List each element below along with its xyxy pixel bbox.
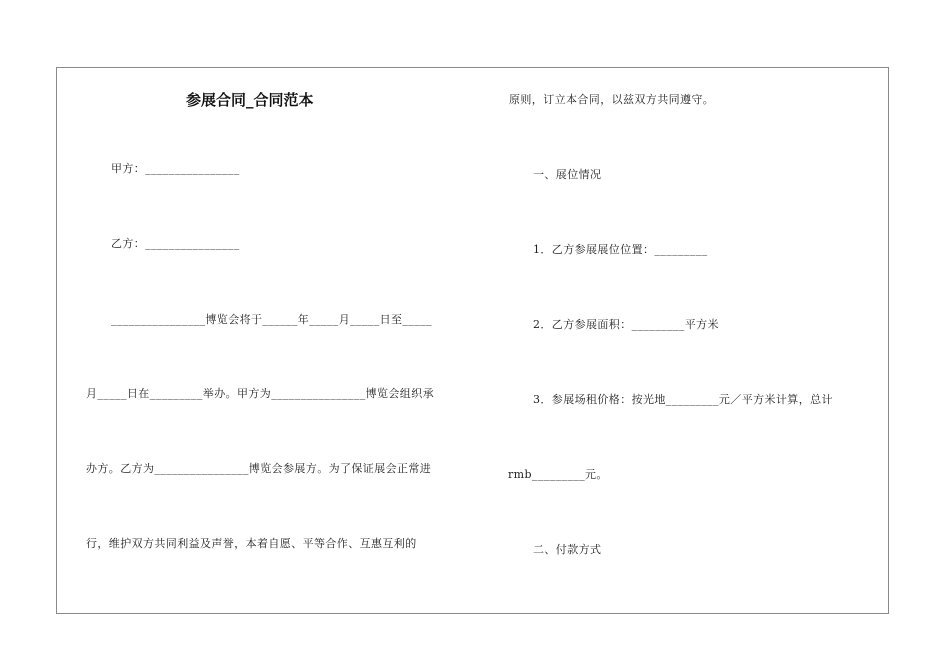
clause-booth-area: 2．乙方参展面积：_________平方米 [533,318,719,331]
body-paragraph-line-1: ________________博览会将于______年_____月_____日至_____ [111,313,432,326]
clause-booth-location: 1．乙方参展展位位置：_________ [533,243,708,256]
party-a-line: 甲方：________________ [111,162,240,175]
document-title: 参展合同_合同范本 [186,91,314,109]
page-frame [56,67,889,614]
clause-rent-total: rmb_________元。 [508,468,608,481]
body-paragraph-line-4: 行，维护双方共同利益及声誉，本着自愿、平等合作、互惠互利的 [86,537,417,550]
section-heading-booth: 一、展位情况 [533,168,602,181]
section-heading-payment: 二、付款方式 [533,543,602,556]
body-paragraph-line-2: 月_____日在_________举办。甲方为________________博览会组织承 [86,387,434,400]
body-paragraph-line-5: 原则，订立本合同，以兹双方共同遵守。 [509,93,715,106]
clause-rent-price: 3．参展场租价格：按光地_________元／平方米计算，总计 [533,393,833,406]
party-b-line: 乙方：________________ [111,237,240,250]
body-paragraph-line-3: 办方。乙方为________________博览会参展方。为了保证展会正常进 [86,462,432,475]
